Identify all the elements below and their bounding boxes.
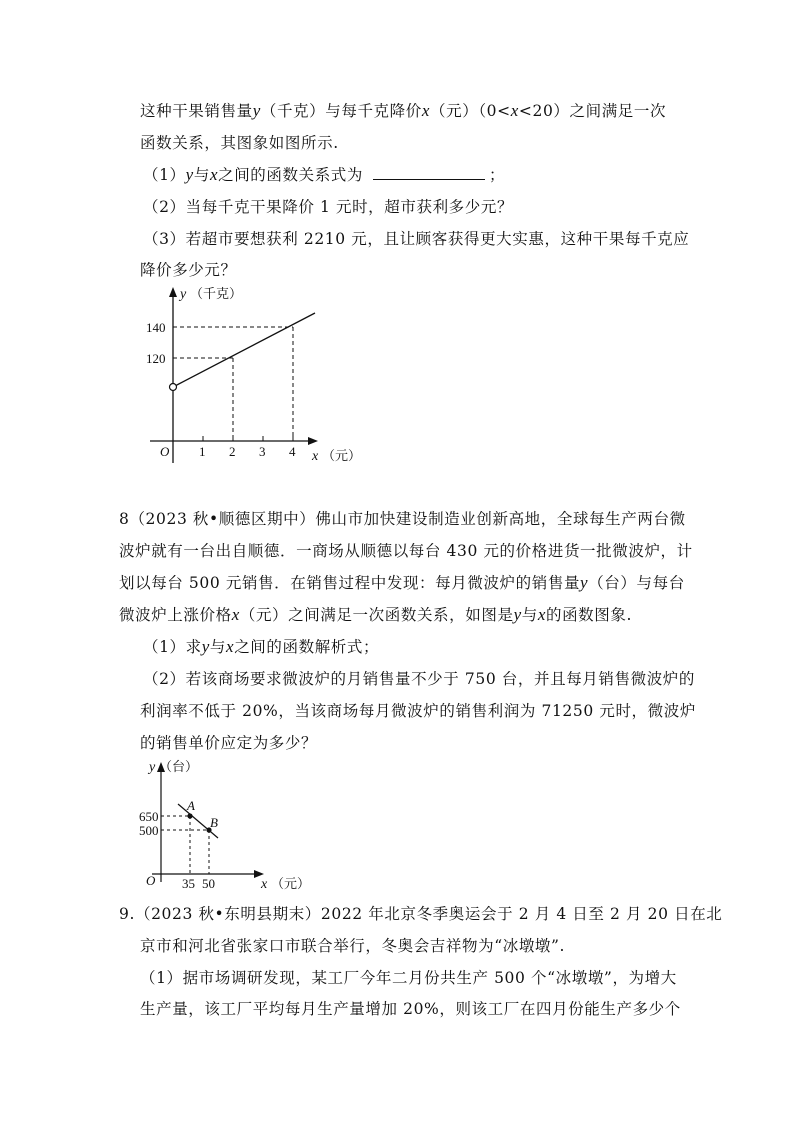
p7-question-3b: 降价多少元？ <box>140 261 237 279</box>
p8-point-b-label: B <box>210 815 218 830</box>
p8-line-4: 微波炉上涨价格x（元）之间满足一次函数关系，如图是y与x的函数图象. <box>119 605 633 624</box>
p7-x-unit: （元） <box>322 448 362 463</box>
p8-question-2b: 利润率不低于 20%，当该商场每月微波炉的销售利润为 71250 元时，微波炉 <box>140 702 696 720</box>
p8-graph <box>138 757 318 892</box>
p7-y-tick-140: 140 <box>146 320 166 335</box>
p7-y-unit: （千克） <box>190 286 243 301</box>
p8-point-a <box>187 813 192 818</box>
p7-x-tick-4: 4 <box>289 444 296 459</box>
p8-question-2a: （2）若该商场要求微波炉的月销售量不少于 750 台，并且每月销售微波炉的 <box>143 670 696 688</box>
p8-question-1: （1）求y与x之间的函数解析式； <box>143 637 380 656</box>
answer-blank[interactable] <box>373 165 485 180</box>
p8-point-a-label: A <box>187 798 195 813</box>
p8-line-1: 8（2023 秋•顺德区期中）佛山市加快建设制造业创新高地，全球每生产两台微 <box>119 510 686 528</box>
p7-line-1: 这种干果销售量y（千克）与每千克降价x（元）（0<x<20）之间满足一次 <box>140 101 667 120</box>
p7-graph <box>140 285 360 470</box>
p7-question-3a: （3）若超市要想获利 2210 元，且让顾客获得更大实惠，这种干果每千克应 <box>143 230 690 248</box>
p8-y-tick-650: 650 <box>139 809 159 824</box>
p7-y-tick-120: 120 <box>146 351 166 366</box>
p9-question-1a: （1）据市场调研发现，某工厂今年二月份共生产 500 个“冰墩墩”，为增大 <box>140 969 677 987</box>
p7-x-label: x <box>312 449 319 464</box>
p8-x-label: x <box>261 877 268 892</box>
p7-x-tick-3: 3 <box>259 444 266 459</box>
p7-y-arrow <box>169 287 177 297</box>
p8-line-2: 波炉就有一台出自顺德．一商场从顺德以每台 430 元的价格进货一批微波炉，计 <box>119 542 693 560</box>
p7-x-tick-2: 2 <box>229 444 236 459</box>
p9-line-1: 9.（2023 秋•东明县期末）2022 年北京冬季奥运会于 2 月 4 日至 2 月 20 日在北 <box>119 905 723 923</box>
p7-question-2: （2）当每千克干果降价 1 元时，超市获利多少元？ <box>143 198 514 216</box>
p8-line-3: 划以每台 500 元销售．在销售过程中发现：每月微波炉的销售量y（台）与每台 <box>119 573 685 592</box>
p7-y-label: y <box>180 287 187 302</box>
p7-open-point <box>170 384 177 391</box>
p8-x-tick-50: 50 <box>202 876 215 891</box>
p8-x-unit: （元） <box>271 876 311 891</box>
p7-x-arrow <box>308 437 318 445</box>
p9-question-1b: 生产量，该工厂平均每月生产量增加 20%，则该工厂在四月份能生产多少个 <box>140 1000 681 1018</box>
p7-function-line <box>173 313 315 387</box>
p8-y-label: y <box>149 760 156 775</box>
p7-x-tick-1: 1 <box>199 444 206 459</box>
p8-y-tick-500: 500 <box>139 823 159 838</box>
p8-x-tick-35: 35 <box>182 876 195 891</box>
p8-question-2c: 的销售单价应定为多少？ <box>140 734 318 752</box>
p7-origin: O <box>160 444 170 459</box>
p8-y-unit: （台） <box>159 759 199 774</box>
p9-line-2: 京市和河北省张家口市联合举行，冬奥会吉祥物为“冰墩墩”. <box>140 937 566 955</box>
p8-origin: O <box>146 873 156 888</box>
p7-line-2: 函数关系，其图象如图所示. <box>140 134 339 152</box>
p7-question-1: （1）y与x之间的函数关系式为 ； <box>143 165 506 184</box>
